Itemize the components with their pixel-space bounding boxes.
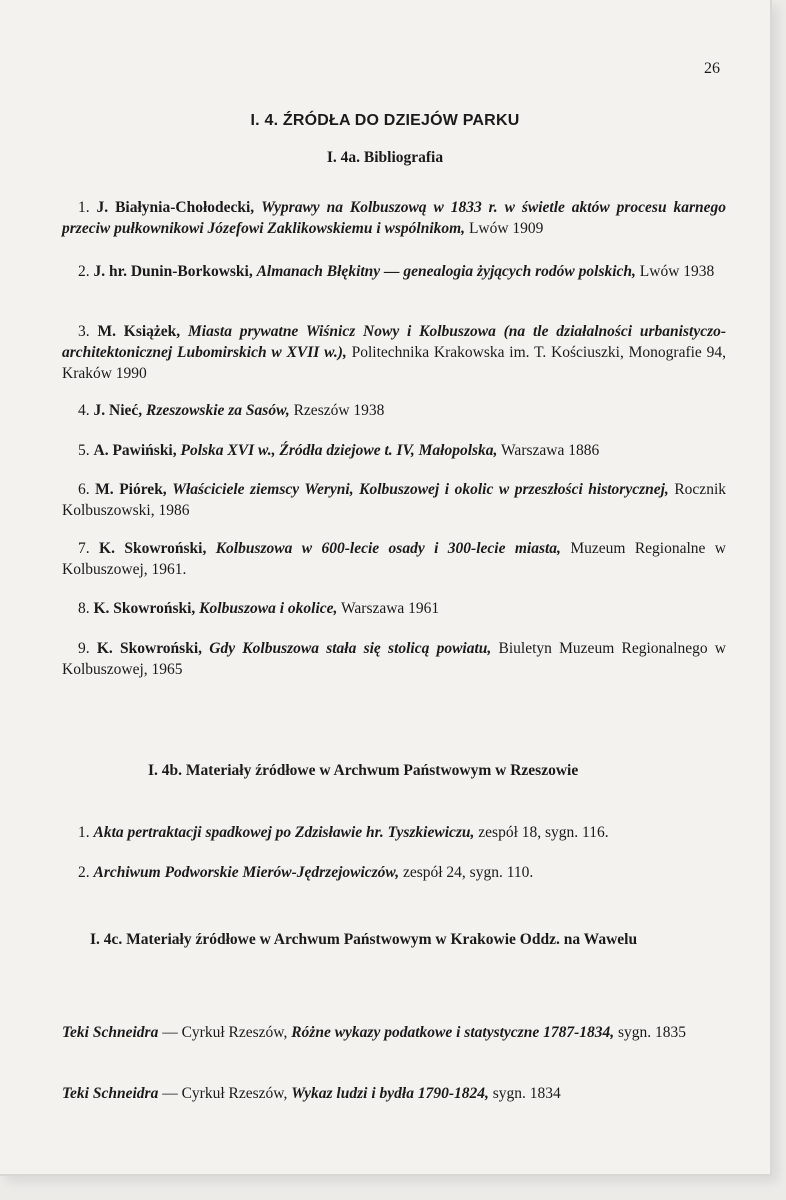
archive-item xyxy=(62,1083,726,1104)
item-number: 4. xyxy=(78,402,90,419)
item-publication: Politechnika Krakowska im. T. Kościuszki, Monografie 94, Kraków 1990 xyxy=(62,344,726,382)
item-number: 1. xyxy=(78,824,90,841)
bibliography-item xyxy=(62,261,726,282)
item-number: 9. xyxy=(78,640,90,657)
item-author: M. Piórek, xyxy=(95,481,167,498)
item-title: Wykaz ludzi i bydła 1790-1824, xyxy=(291,1085,489,1102)
item-reference: sygn. 1835 xyxy=(618,1024,687,1041)
item-author: J. hr. Dunin-Borkowski, xyxy=(93,263,253,280)
item-title: Akta pertraktacji spadkowej po Zdzisławie hr. Tyszkiewiczu, xyxy=(93,824,475,841)
item-author: K. Skowroński, xyxy=(93,600,196,617)
item-title: Kolbuszowa w 600-lecie osady i 300-lecie miasta, xyxy=(215,540,561,557)
item-title: Gdy Kolbuszowa stała się stolicą powiatu, xyxy=(209,640,492,657)
section-a-title: I. 4a. Bibliografia xyxy=(326,149,444,166)
item-author: A. Pawiński, xyxy=(93,442,177,459)
item-publication: Lwów 1909 xyxy=(468,220,544,237)
item-author: K. Skowroński, xyxy=(96,640,203,657)
bibliography-item xyxy=(62,598,726,619)
bibliography-item xyxy=(62,321,726,384)
item-title: Archiwum Podworskie Mierów-Jędrzejowiczów, xyxy=(93,864,400,881)
page-number: 26 xyxy=(704,60,720,77)
item-number: 5. xyxy=(78,442,90,459)
item-lead: Teki Schneidra xyxy=(62,1085,159,1102)
item-number: 7. xyxy=(78,540,90,557)
item-reference: zespół 24, sygn. 110. xyxy=(402,864,534,881)
item-publication: Rocznik Kolbuszowski, 1986 xyxy=(62,481,726,519)
item-title: Polska XVI w., Źródła dziejowe t. IV, Małopolska, xyxy=(180,442,498,459)
item-district: — Cyrkuł Rzeszów, xyxy=(162,1085,288,1102)
item-lead: Teki Schneidra xyxy=(62,1024,159,1041)
item-district: — Cyrkuł Rzeszów, xyxy=(162,1024,288,1041)
item-title: Kolbuszowa i okolice, xyxy=(199,600,338,617)
bibliography-item xyxy=(62,440,726,461)
item-number: 6. xyxy=(78,481,90,498)
bibliography-item xyxy=(62,538,726,580)
item-reference: zespół 18, sygn. 116. xyxy=(478,824,609,841)
item-publication: Warszawa 1961 xyxy=(341,600,440,617)
item-author: M. Książek, xyxy=(97,323,181,340)
archive-item xyxy=(62,862,726,883)
item-title: Rzeszowskie za Sasów, xyxy=(146,402,290,419)
item-author: K. Skowroński, xyxy=(99,540,207,557)
section-b-title: I. 4b. Materiały źródłowe w Archwum Państwowym w Rzeszowie xyxy=(148,762,579,779)
item-number: 8. xyxy=(78,600,90,617)
item-number: 2. xyxy=(78,263,90,280)
item-title: Właściciele ziemscy Weryni, Kolbuszowej i okolic w przeszłości historycznej, xyxy=(172,481,669,498)
archive-item xyxy=(62,822,726,843)
item-publication: Rzeszów 1938 xyxy=(293,402,385,419)
item-reference: sygn. 1834 xyxy=(492,1085,561,1102)
item-title: Almanach Błękitny — genealogia żyjących rodów polskich, xyxy=(256,263,636,280)
item-publication: Lwów 1938 xyxy=(639,263,715,280)
bibliography-item xyxy=(62,400,726,421)
item-author: J. Białynia-Chołodecki, xyxy=(96,199,255,216)
chapter-heading: I. 4. ŹRÓDŁA DO DZIEJÓW PARKU xyxy=(250,112,520,129)
item-title: Miasta prywatne Wiśnicz Nowy i Kolbuszowa (na tle działalności urbanistyczo-architektonicznej Lubomirskich w XVII w.), xyxy=(62,323,727,361)
item-publication: Warszawa 1886 xyxy=(501,442,600,459)
item-number: 1. xyxy=(78,199,90,216)
item-publication: Muzeum Regionalne w Kolbuszowej, 1961. xyxy=(62,540,726,578)
item-title: Wyprawy na Kolbuszową w 1833 r. w świetle aktów procesu karnego przeciw pułkownikowi Józefowi Zaklikowskiemu i wspólnikom, xyxy=(62,199,727,237)
item-author: J. Nieć, xyxy=(93,402,143,419)
bibliography-item xyxy=(62,197,726,239)
item-title: Różne wykazy podatkowe i statystyczne 1787-1834, xyxy=(291,1024,615,1041)
item-publication: Biuletyn Muzeum Regionalnego w Kolbuszowej, 1965 xyxy=(62,640,726,678)
bibliography-item xyxy=(62,638,726,680)
section-c-title: I. 4c. Materiały źródłowe w Archwum Państwowym w Krakowie Oddz. na Wawelu xyxy=(90,931,638,948)
archive-item xyxy=(62,1022,726,1043)
item-number: 3. xyxy=(78,323,90,340)
item-number: 2. xyxy=(78,864,90,881)
bibliography-item xyxy=(62,479,726,521)
